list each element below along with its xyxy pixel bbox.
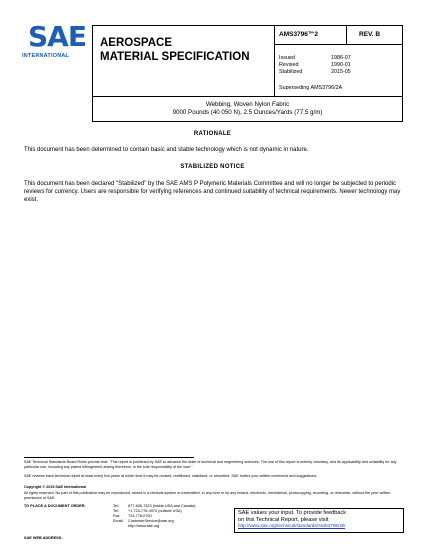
- stabilized-value: 2015-05: [331, 69, 351, 75]
- footer-rights: All rights reserved. No part of this publication may be reproduced, stored in a retrieval system or transmitted, in any form or by any means, electronic, mechanical, photocopying, recording, or otherwise, without the prior written permission of SAE.: [24, 491, 391, 500]
- feedback-line1: SAE values your input. To provide feedback: [238, 510, 347, 516]
- feedback-line2: on this Technical Report, please visit: [238, 516, 329, 523]
- feedback-link[interactable]: http://www.sae.org/technical/standards/AMS3796/2B: [238, 523, 345, 528]
- footer-disclaimer: SAE Technical Standards Board Rules provide that: "This report is published by SAE to advance the state of technical and engineering sciences. The use of this report is entirely voluntary, and its applicability and suitability for any particular use, including any patent infringement arising therefrom, is the sole responsibility of the user.": [24, 460, 397, 469]
- footer-rule: [24, 457, 194, 458]
- spec-title-line1: AEROSPACE: [100, 37, 172, 49]
- subject-line2: 9000 Pounds (40 050 N), 2.5 Ounces/Yards (77.5 g/m): [172, 109, 323, 116]
- revised-value: 1990-01: [331, 62, 351, 68]
- spec-title-line2: MATERIAL SPECIFICATION: [100, 51, 250, 63]
- contact-key: Email:: [113, 519, 124, 523]
- spec-title: [100, 36, 250, 64]
- sae-logo-subtitle: INTERNATIONAL: [22, 53, 70, 59]
- footer-copyright: Copyright © 2015 SAE International: [24, 485, 87, 489]
- issued-label: Issued: [279, 55, 295, 61]
- rationale-heading: RATIONALE: [193, 131, 232, 137]
- stabilized-text: This document has been declared "Stabilized" by the SAE AMS P Polymeric Materials Committee and will no longer be subjected to periodic reviews for currency. Users are responsible for verifying references and continued suitability of technical requirements. Newer technology may exist.: [24, 181, 401, 203]
- issued-value: 1986-07: [331, 55, 351, 61]
- order-label: TO PLACE A DOCUMENT ORDER:: [24, 504, 86, 508]
- contact-key: Fax:: [113, 514, 121, 518]
- stabilized-heading: STABILIZED NOTICE: [180, 164, 245, 170]
- revision: REV. B: [359, 31, 381, 38]
- rev-divider: [346, 25, 347, 45]
- subject-line1: Webbing, Woven Nylon Fabric: [205, 101, 290, 108]
- contact-value: 724-776-0790: [128, 514, 152, 518]
- sae-logo: SAE: [28, 20, 86, 53]
- stabilized-label: Stabilized: [279, 69, 303, 75]
- rationale-text: This document has been determined to contain basic and stable technology which is not dynamic in nature.: [24, 147, 309, 153]
- doc-number: AMS3796™2: [279, 31, 319, 38]
- contact-web-link[interactable]: http://www.sae.org: [128, 524, 160, 528]
- feedback-text: [238, 510, 346, 523]
- contact-key: Tel:: [113, 509, 119, 513]
- web-address-label: SAE WEB ADDRESS:: [24, 536, 63, 540]
- contact-value: 877-606-7323 (inside USA and Canada): [128, 504, 196, 508]
- contact-value: +1 724-776-4970 (outside USA): [128, 509, 182, 513]
- revised-label: Revised: [279, 62, 299, 68]
- contact-email-link[interactable]: CustomerService@sae.org: [128, 519, 174, 523]
- footer-review: SAE reviews each technical report at least every five years at which time it may be revised, reaffirmed, stabilized, or cancelled. SAE invites your written comments and suggestions.: [24, 474, 318, 478]
- superseding: Superseding AMS3796/2A: [279, 85, 343, 91]
- contact-key: Tel:: [113, 504, 119, 508]
